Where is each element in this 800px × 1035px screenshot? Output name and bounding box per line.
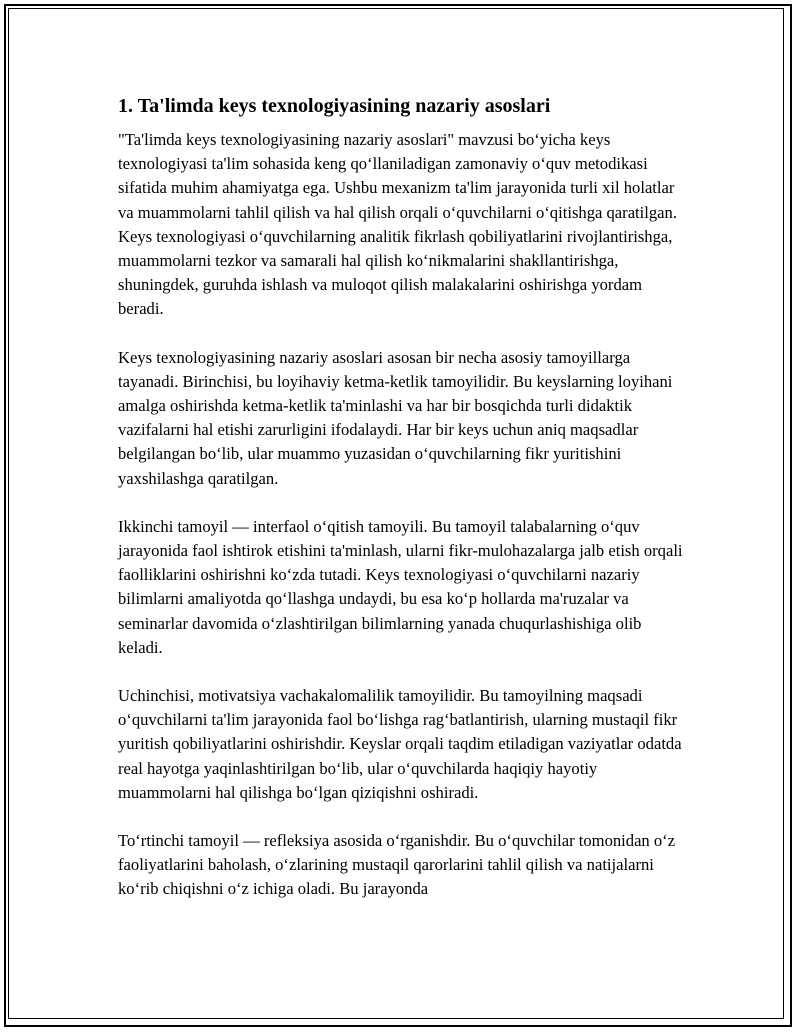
document-body — [118, 92, 688, 926]
section-heading: 1. Ta'limda keys texnologiyasining nazariy asoslari — [118, 95, 551, 117]
paragraph-first-principle: Keys texnologiyasining nazariy asoslari asosan bir necha asosiy tamoyillarga tayanadi. Birinchisi, bu loyihaviy ketma-ketlik tamoyilidir. Bu keyslarning loyihani amalga oshirishda ketma-ketlik ta'minlashi va har bir bosqichda turli didaktik vazifalarni hal etishi zarurligini ifodalaydi. Har bir keys uchun aniq maqsadlar belgilangan boʻlib, ular muammo yuzasidan oʻquvchilarning fikr yuritishini yaxshilashga qaratilgan. — [118, 347, 673, 488]
paragraph-third-principle: Uchinchisi, motivatsiya vachakalomalilik tamoyilidir. Bu tamoyilning maqsadi oʻquvchilarni ta'lim jarayonida faol boʻlishga ragʻbatlantirish, ularning mustaqil fikr yuritish qobiliyatlarini oshirishdir. Keyslar orqali taqdim etiladigan vaziyatlar odatda real hayotga yaqinlashtirilgan boʻlib, ular oʻquvchilarda haqiqiy hayotiy muammolarni hal qilishga boʻlgan qiziqishni oshiradi. — [118, 686, 682, 802]
paragraph-intro: "Ta'limda keys texnologiyasining nazariy asoslari" mavzusi boʻyicha keys texnologiyasi ta'lim sohasida keng qoʻllaniladigan zamonaviy oʻquv metodikasi sifatida muhim ahamiyatga ega. Ushbu mexanizm ta'lim jarayonida turli xil holatlar va muammolarni tahlil qilish va hal qilish orqali oʻquvchilarni oʻqitishga qaratilgan. Keys texnologiyasi oʻquvchilarning analitik fikrlash qobiliyatlarini rivojlantirishga, muammolarni tezkor va samarali hal qilish koʻnikmalarini shakllantirishga, shuningdek, guruhda ishlash va muloqot qilish malakalarini oshirishga yordam beradi. — [118, 130, 677, 319]
paragraph-second-principle: Ikkinchi tamoyil — interfaol oʻqitish tamoyili. Bu tamoyil talabalarning oʻquv jarayonida faol ishtirok etishini ta'minlash, ularni fikr-mulohazalarga jalb etish orqali faolliklarini oshirishni koʻzda tutadi. Keys texnologiyasi oʻquvchilarni nazariy bilimlarni amaliyotda qoʻllashga undaydi, bu esa koʻp hollarda ma'ruzalar va seminarlar davomida oʻzlashtirilgan bilimlarning yanada chuqurlashishiga olib keladi. — [118, 516, 683, 657]
paragraph-fourth-principle: Toʻrtinchi tamoyil — refleksiya asosida oʻrganishdir. Bu oʻquvchilar tomonidan oʻz faoliyatlarini baholash, oʻzlarining mustaqil qarorlarini tahlil qilish va natijalarni koʻrib chiqishni oʻz ichiga oladi. Bu jarayonda — [118, 831, 676, 899]
